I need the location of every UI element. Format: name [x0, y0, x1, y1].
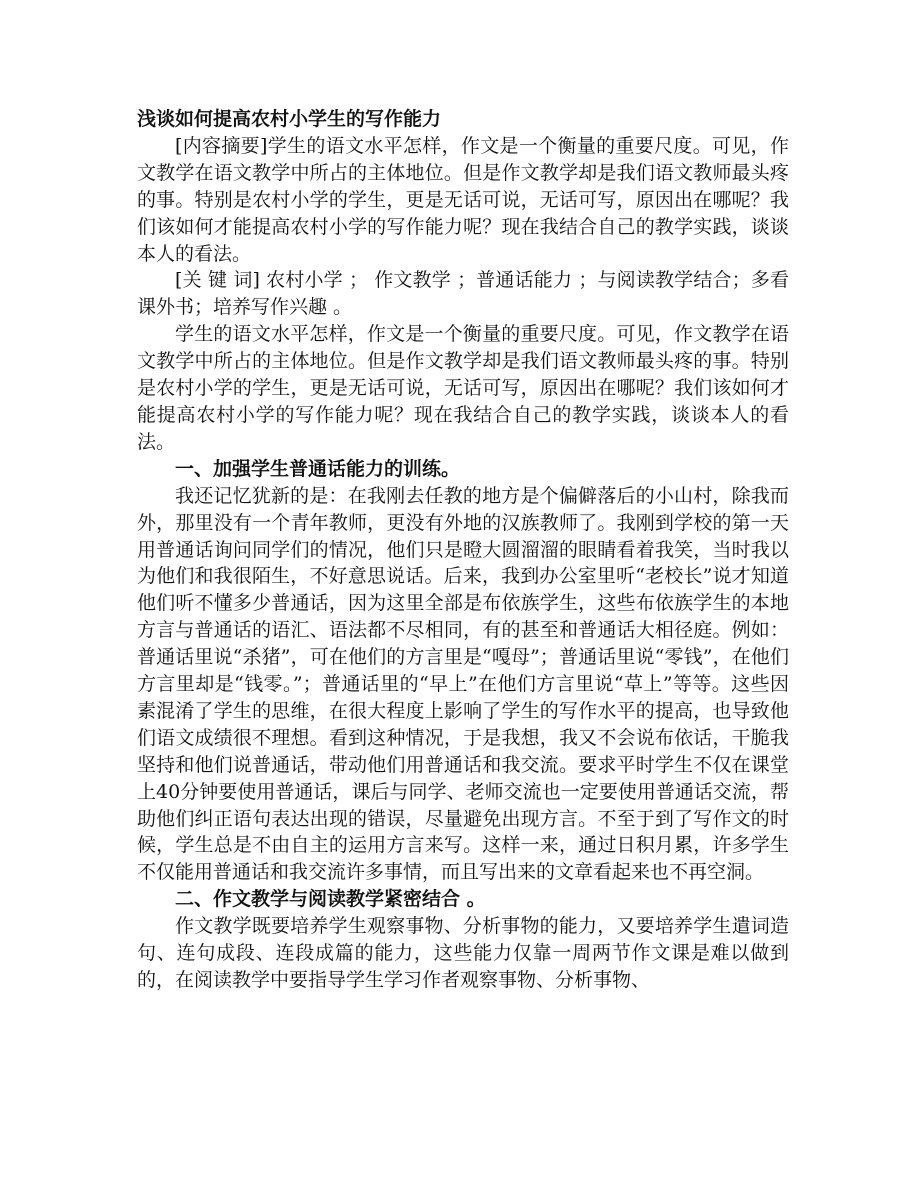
- keywords-text: 农村小学 ； 作文教学 ；普通话能力 ；与阅读教学结合；多看课外书；培养写作兴趣 。: [137, 269, 790, 319]
- section-heading-1: 一、加强学生普通话能力的训练。: [175, 457, 461, 480]
- section-heading-2: 二、作文教学与阅读教学紧密结合 。: [175, 888, 486, 911]
- document-title: 浅谈如何提高农村小学生的写作能力: [137, 108, 442, 130]
- keywords-paragraph: [137, 267, 789, 321]
- document-body: [137, 106, 789, 994]
- abstract-text: 学生的语文水平怎样，作文是一个衡量的重要尺度。可见，作文教学在语文教学中所占的主体地位。但是作文教学却是我们语文教师最头疼的事。特别是农村小学的学生，更是无话可说，无话可写，原因出在哪呢？我们该如何才能提高农村小学的写作能力呢？现在我结合自己的教学实践，谈谈本人的看法。: [137, 134, 789, 265]
- section-paragraph-2: 作文教学既要培养学生观察事物、分析事物的能力，又要培养学生遣词造句、连句成段、连段成篇的能力，这些能力仅靠一周两节作文课是难以做到的，在阅读教学中要指导学生学习作者观察事物、分析事物、: [137, 915, 789, 991]
- section-paragraph-1: 我还记忆犹新的是：在我刚去任教的地方是个偏僻落后的小山村，除我而外，那里没有一个青年教师，更没有外地的汉族教师了。我刚到学校的第一天用普通话询问同学们的情况，他们只是瞪大圆溜溜的眼睛看着我笑，当时我以为他们和我很陌生，不好意思说话。后来，我到办公室里听“老校长”说才知道他们听不懂多少普通话，因为这里全部是布依族学生，这些布依族学生的本地方言与普通话的语汇、语法都不尽相同，有的甚至和普通话大相径庭。例如：普通话里说“杀猪”，可在他们的方言里是“嘎母”；普通话里说“零钱”，在他们方言里却是“钱零。”；普通话里的“早上”在他们方言里说“草上”等等。这些因素混淆了学生的思维，在很大程度上影响了学生的写作水平的提高，也导致他们语文成绩很不理想。看到这种情况，于是我想，我又不会说布依话，干脆我坚持和他们说普通话，带动他们用普通话和我交流。要求平时学生不仅在课堂上40分钟要使用普通话，课后与同学、老师交流也一定要使用普通话交流，帮助他们纠正语句表达出现的错误，尽量避免出现方言。不至于到了写作文的时候，学生总是不由自主的运用方言来写。这样一来，通过日积月累，许多学生不仅能用普通话和我交流许多事情，而且写出来的文章看起来也不再空洞。: [137, 484, 789, 884]
- abstract-paragraph: [137, 133, 789, 268]
- intro-paragraph: 学生的语文水平怎样，作文是一个衡量的重要尺度。可见，作文教学在语文教学中所占的主体地位。但是作文教学却是我们语文教师最头疼的事。特别是农村小学的学生，更是无话可说，无话可写，原因出在哪呢？我们该如何才能提高农村小学的写作能力呢？现在我结合自己的教学实践，谈谈本人的看法。: [137, 323, 789, 453]
- abstract-label: [内容摘要]: [175, 134, 268, 157]
- keywords-label: [关 键 词]: [175, 269, 260, 292]
